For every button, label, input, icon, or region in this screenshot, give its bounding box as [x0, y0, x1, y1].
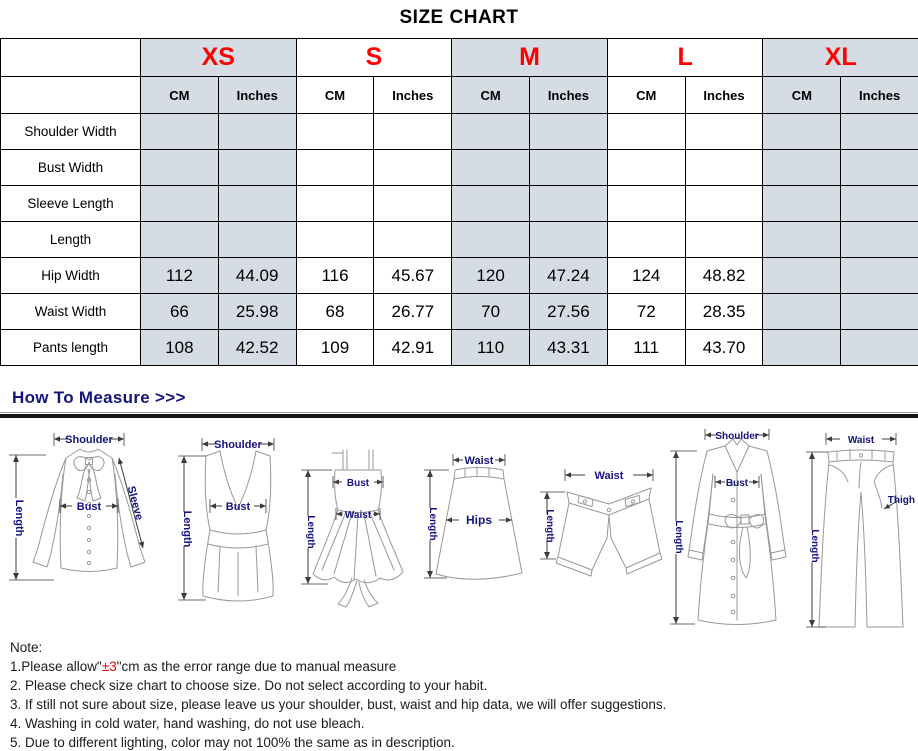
- data-cell: [841, 222, 918, 258]
- data-cell: [452, 150, 530, 186]
- data-cell: [218, 150, 296, 186]
- data-cell: 112: [141, 258, 219, 294]
- data-cell: [296, 150, 374, 186]
- data-cell: [685, 114, 763, 150]
- table-row-waist-width: [1, 294, 918, 330]
- data-cell: [374, 186, 452, 222]
- data-cell: 124: [607, 258, 685, 294]
- data-cell: [218, 114, 296, 150]
- measure-label-waist: Waist: [464, 455, 494, 467]
- data-cell: 48.82: [685, 258, 763, 294]
- diagram-tank-top: [174, 434, 294, 629]
- notes-section: [0, 634, 918, 751]
- data-cell: [530, 222, 608, 258]
- table-row-bust-width: [1, 150, 918, 186]
- data-cell: [841, 114, 918, 150]
- unit-header: Inches: [374, 77, 452, 114]
- data-cell: [685, 150, 763, 186]
- pants-drawing: [819, 450, 903, 627]
- data-cell: [141, 150, 219, 186]
- data-cell: [530, 150, 608, 186]
- data-cell: 25.98: [218, 294, 296, 330]
- data-cell: 70: [452, 294, 530, 330]
- measure-diagrams: [0, 418, 918, 634]
- data-cell: [607, 114, 685, 150]
- data-cell: [763, 186, 841, 222]
- diagram-shorts: [535, 464, 665, 596]
- data-cell: 43.70: [685, 330, 763, 366]
- coat-drawing: [688, 438, 786, 625]
- measure-label-sleeve: Sleeve: [124, 484, 146, 522]
- data-cell: [841, 258, 918, 294]
- data-cell: [218, 186, 296, 222]
- measure-label-length: Length: [673, 520, 684, 554]
- data-cell: [452, 114, 530, 150]
- note-error-range: ±3: [101, 659, 117, 674]
- corner-cell: [1, 77, 141, 114]
- diagram-skirt: [423, 450, 533, 600]
- data-cell: [296, 114, 374, 150]
- diagram-blouse: [2, 428, 172, 623]
- diagram-dress: [296, 444, 421, 616]
- row-label: Bust Width: [1, 150, 141, 186]
- data-cell: 47.24: [530, 258, 608, 294]
- row-label: Waist Width: [1, 294, 141, 330]
- data-cell: [374, 114, 452, 150]
- unit-header: CM: [452, 77, 530, 114]
- data-cell: 108: [141, 330, 219, 366]
- unit-header: Inches: [685, 77, 763, 114]
- unit-header: CM: [296, 77, 374, 114]
- data-cell: 109: [296, 330, 374, 366]
- note-line-5: 5. Due to different lighting, color may not 100% the same as in description.: [10, 735, 455, 750]
- data-cell: [452, 186, 530, 222]
- data-cell: 42.52: [218, 330, 296, 366]
- table-row-pants-length: [1, 330, 918, 366]
- data-cell: [141, 186, 219, 222]
- shorts-drawing: [556, 488, 662, 576]
- note-line-2: 2. Please check size chart to choose size. Do not select according to your habit.: [10, 678, 488, 693]
- dress-drawing: [313, 450, 403, 607]
- measure-label-bust: Bust: [76, 501, 102, 513]
- data-cell: [841, 294, 918, 330]
- size-header-row: [1, 39, 918, 77]
- data-cell: [607, 222, 685, 258]
- data-cell: [141, 222, 219, 258]
- measure-label-waist: Waist: [594, 470, 624, 482]
- table-row-hip-width: [1, 258, 918, 294]
- table-row-shoulder-width: [1, 114, 918, 150]
- size-header-xs: XS: [141, 39, 297, 77]
- data-cell: [141, 114, 219, 150]
- data-cell: 28.35: [685, 294, 763, 330]
- measure-label-thigh: Thigh: [887, 495, 915, 506]
- size-chart-table: [0, 38, 918, 366]
- data-cell: [685, 222, 763, 258]
- data-cell: [607, 186, 685, 222]
- measure-label-shoulder: Shoulder: [715, 431, 759, 442]
- data-cell: [763, 114, 841, 150]
- table-row-length: [1, 222, 918, 258]
- data-cell: 42.91: [374, 330, 452, 366]
- data-cell: [218, 222, 296, 258]
- measure-label-hips: Hips: [465, 513, 493, 527]
- measure-label-length: Length: [13, 499, 25, 537]
- unit-header: CM: [763, 77, 841, 114]
- page-title: SIZE CHART: [399, 7, 519, 28]
- shorts-dimensions: [540, 469, 653, 559]
- corner-cell: [1, 39, 141, 77]
- data-cell: [607, 150, 685, 186]
- row-label: Shoulder Width: [1, 114, 141, 150]
- data-cell: [763, 294, 841, 330]
- size-header-xl: XL: [763, 39, 918, 77]
- measure-label-length: Length: [544, 509, 555, 543]
- unit-header: Inches: [530, 77, 608, 114]
- data-cell: 27.56: [530, 294, 608, 330]
- measure-label-shoulder: Shoulder: [214, 439, 262, 451]
- data-cell: [763, 150, 841, 186]
- data-cell: 72: [607, 294, 685, 330]
- data-cell: 111: [607, 330, 685, 366]
- measure-label-bust: Bust: [346, 478, 370, 489]
- data-cell: 120: [452, 258, 530, 294]
- diagram-coat: [667, 426, 802, 634]
- measure-label-length: Length: [427, 507, 438, 541]
- size-header-m: M: [452, 39, 608, 77]
- measure-label-shoulder: Shoulder: [65, 434, 113, 446]
- row-label: Length: [1, 222, 141, 258]
- measure-label-bust: Bust: [225, 501, 251, 513]
- size-header-l: L: [607, 39, 763, 77]
- table-row-sleeve-length: [1, 186, 918, 222]
- note-line-4: 4. Washing in cold water, hand washing, do not use bleach.: [10, 716, 365, 731]
- data-cell: 26.77: [374, 294, 452, 330]
- data-cell: [763, 258, 841, 294]
- tank-top-drawing: [203, 451, 273, 601]
- row-label: Hip Width: [1, 258, 141, 294]
- measure-label-length: Length: [809, 529, 820, 563]
- data-cell: [763, 330, 841, 366]
- unit-header: CM: [607, 77, 685, 114]
- note-line-1: 1.Please allow"±3"cm as the error range due to manual measure: [10, 659, 397, 674]
- unit-header: CM: [141, 77, 219, 114]
- row-label: Pants length: [1, 330, 141, 366]
- data-cell: [763, 222, 841, 258]
- data-cell: [530, 186, 608, 222]
- data-cell: 116: [296, 258, 374, 294]
- unit-header: Inches: [218, 77, 296, 114]
- data-cell: [374, 222, 452, 258]
- note-line-3: 3. If still not sure about size, please leave us your shoulder, bust, waist and hip data, we will offer suggestions.: [10, 697, 667, 712]
- measure-label-waist: Waist: [344, 510, 372, 521]
- data-cell: [530, 114, 608, 150]
- data-cell: [841, 330, 918, 366]
- data-cell: 45.67: [374, 258, 452, 294]
- unit-header-row: [1, 77, 918, 114]
- data-cell: [452, 222, 530, 258]
- data-cell: 43.31: [530, 330, 608, 366]
- measure-label-length: Length: [181, 510, 193, 548]
- row-label: Sleeve Length: [1, 186, 141, 222]
- measure-label-bust: Bust: [725, 478, 749, 489]
- data-cell: [374, 150, 452, 186]
- data-cell: [296, 222, 374, 258]
- notes-heading: Note:: [10, 640, 43, 655]
- how-to-measure-heading: How To Measure >>>: [12, 388, 186, 407]
- data-cell: [685, 186, 763, 222]
- data-cell: [841, 150, 918, 186]
- data-cell: [841, 186, 918, 222]
- diagram-pants: [804, 430, 916, 638]
- measure-label-waist: Waist: [847, 435, 875, 446]
- data-cell: 44.09: [218, 258, 296, 294]
- data-cell: [296, 186, 374, 222]
- size-header-s: S: [296, 39, 452, 77]
- measure-label-length: Length: [305, 515, 316, 549]
- unit-header: Inches: [841, 77, 918, 114]
- data-cell: 68: [296, 294, 374, 330]
- data-cell: 110: [452, 330, 530, 366]
- data-cell: 66: [141, 294, 219, 330]
